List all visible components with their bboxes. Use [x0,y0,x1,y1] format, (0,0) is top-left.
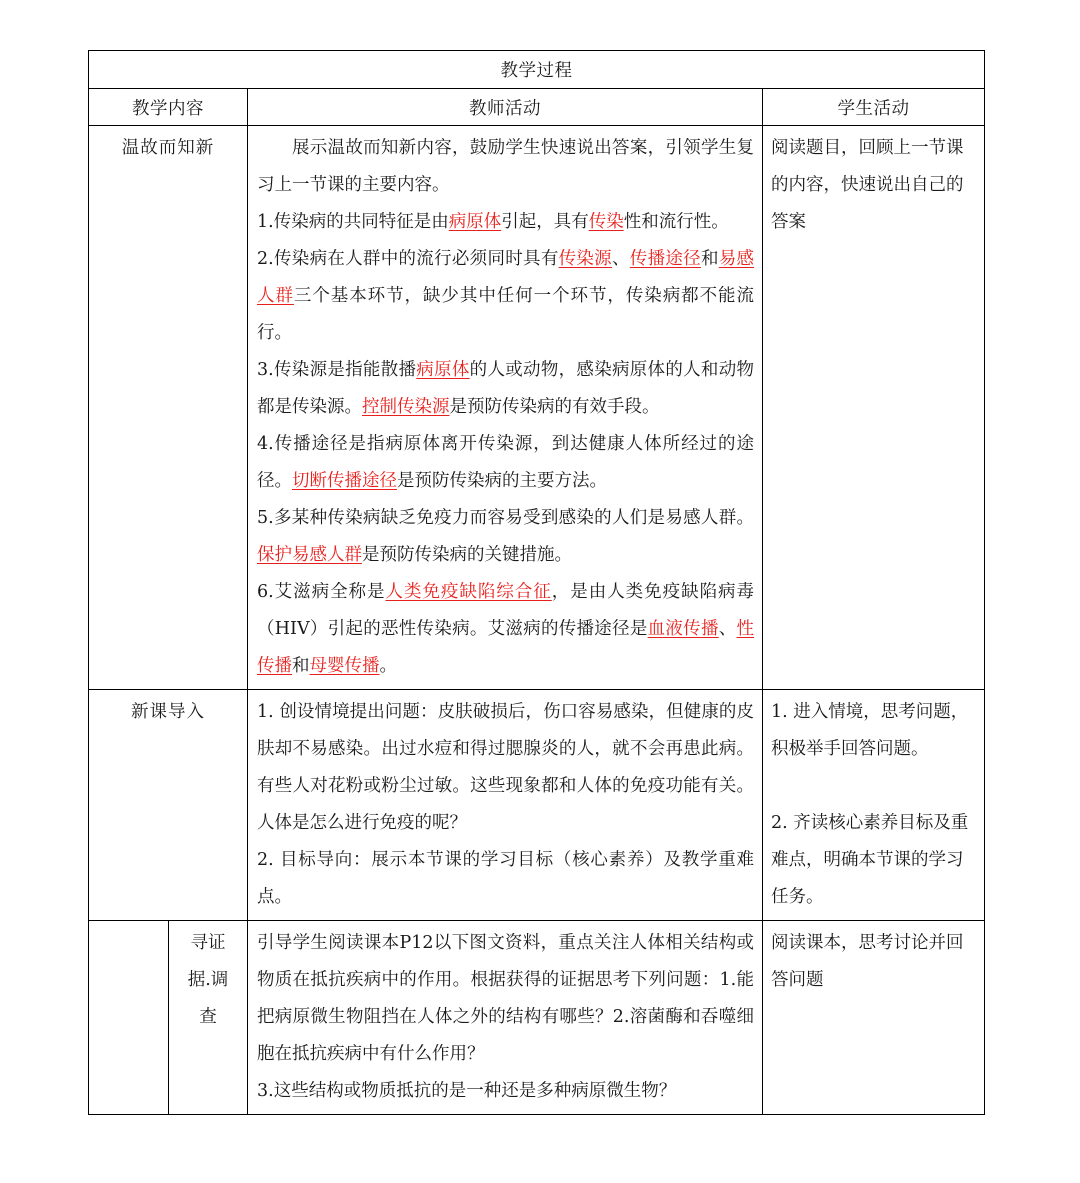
key-term: 控制传染源 [362,397,450,417]
teacher-activity-cell [248,690,763,921]
key-term: 血液传播 [647,619,719,639]
key-term: 传播途径 [629,249,701,269]
key-term: 母婴传播 [309,656,380,676]
header-content: 教学内容 [132,98,204,119]
review-point-3: 3.传染源是指能散播病原体的人或动物，感染病原体的人和动物都是传染源。控制传染源是预防传染病的有效手段。 [257,360,755,417]
student-activity-text: 阅读题目，回顾上一节课的内容，快速说出自己的答案 [771,138,964,232]
key-term: 传染源 [558,249,612,269]
section-label-cell [169,921,248,1115]
key-term: 病原体 [448,212,502,232]
section-label-line: 查 [199,1007,217,1027]
evidence-question-3: 3.这些结构或物质抵抗的是一种还是多种病原微生物？ [257,1081,677,1101]
table-title-cell [89,51,985,89]
intro-step-2: 2. 目标导向：展示本节课的学习目标（核心素养）及教学重难点。 [257,850,754,907]
evidence-guide: 引导学生阅读课本P12以下图文资料，重点关注人体相关结构或物质在抵抗疾病中的作用。根据获得的证据思考下列问题：1.能把病原微生物阻挡在人体之外的结构有哪些？2.溶菌酶和吞噬细胞在抵抗疾病中有什么作用？ [257,933,754,1064]
review-point-1: 1.传染病的共同特征是由病原体引起，具有传染性和流行性。 [257,212,729,232]
key-term: 性传播 [257,619,755,676]
review-point-6: 6.艾滋病全称是人类免疫缺陷综合征，是由人类免疫缺陷病毒（HIV）引起的恶性传染病。艾滋病的传播途径是血液传播、性传播和母婴传播。 [257,582,755,676]
header-teacher-cell [248,89,763,126]
section-label-review: 温故而知新 [121,138,215,158]
table-row [89,126,985,690]
review-point-4: 4.传播途径是指病原体离开传染源，到达健康人体所经过的途径。切断传播途径是预防传染病的主要方法。 [257,434,754,491]
lesson-process-table [88,50,985,1115]
section-label-line: 据.调 [187,970,229,990]
header-student: 学生活动 [837,98,910,119]
section-label-cell [89,690,248,921]
teacher-intro: 展示温故而知新内容，鼓励学生快速说出答案，引领学生复习上一节课的主要内容。 [257,138,754,195]
student-activity-cell [763,126,985,690]
key-term: 病原体 [416,360,470,380]
empty-cell [89,921,169,1115]
student-step-1: 1. 进入情境，思考问题，积极举手回答问题。 [771,702,969,759]
key-term: 保护易感人群 [257,545,362,565]
student-step-2: 2. 齐读核心素养目标及重难点，明确本节课的学习任务。 [771,813,969,907]
key-term: 传染 [588,212,624,232]
teacher-activity-cell [248,126,763,690]
section-label-line: 寻证 [190,933,226,953]
table-title: 教学过程 [500,61,573,81]
student-activity-cell [763,921,985,1115]
review-point-5: 5.多某种传染病缺乏免疫力而容易受到感染的人们是易感人群。保护易感人群是预防传染病的关键措施。 [257,508,754,565]
header-student-cell [763,89,985,126]
key-term: 人类免疫缺陷综合征 [385,582,552,602]
section-label-intro: 新课导入 [131,702,205,722]
review-point-2: 2.传染病在人群中的流行必须同时具有传染源、传播途径和易感人群三个基本环节，缺少其中任何一个环节，传染病都不能流行。 [257,249,755,343]
student-activity-cell [763,690,985,921]
section-label-cell [89,126,248,690]
teacher-activity-cell [248,921,763,1115]
key-term: 切断传播途径 [292,471,397,491]
header-teacher: 教师活动 [469,98,541,119]
key-term: 易感人群 [257,249,755,306]
table-row [89,690,985,921]
header-content-cell [89,89,248,126]
table-row [89,921,985,1115]
intro-step-1: 1. 创设情境提出问题：皮肤破损后，伤口容易感染，但健康的皮肤却不易感染。出过水痘和得过腮腺炎的人，就不会再患此病。有些人对花粉或粉尘过敏。这些现象都和人体的免疫功能有关。人体是怎么进行免疫的呢？ [257,702,754,833]
student-activity-text: 阅读课本，思考讨论并回答问题 [771,933,964,990]
